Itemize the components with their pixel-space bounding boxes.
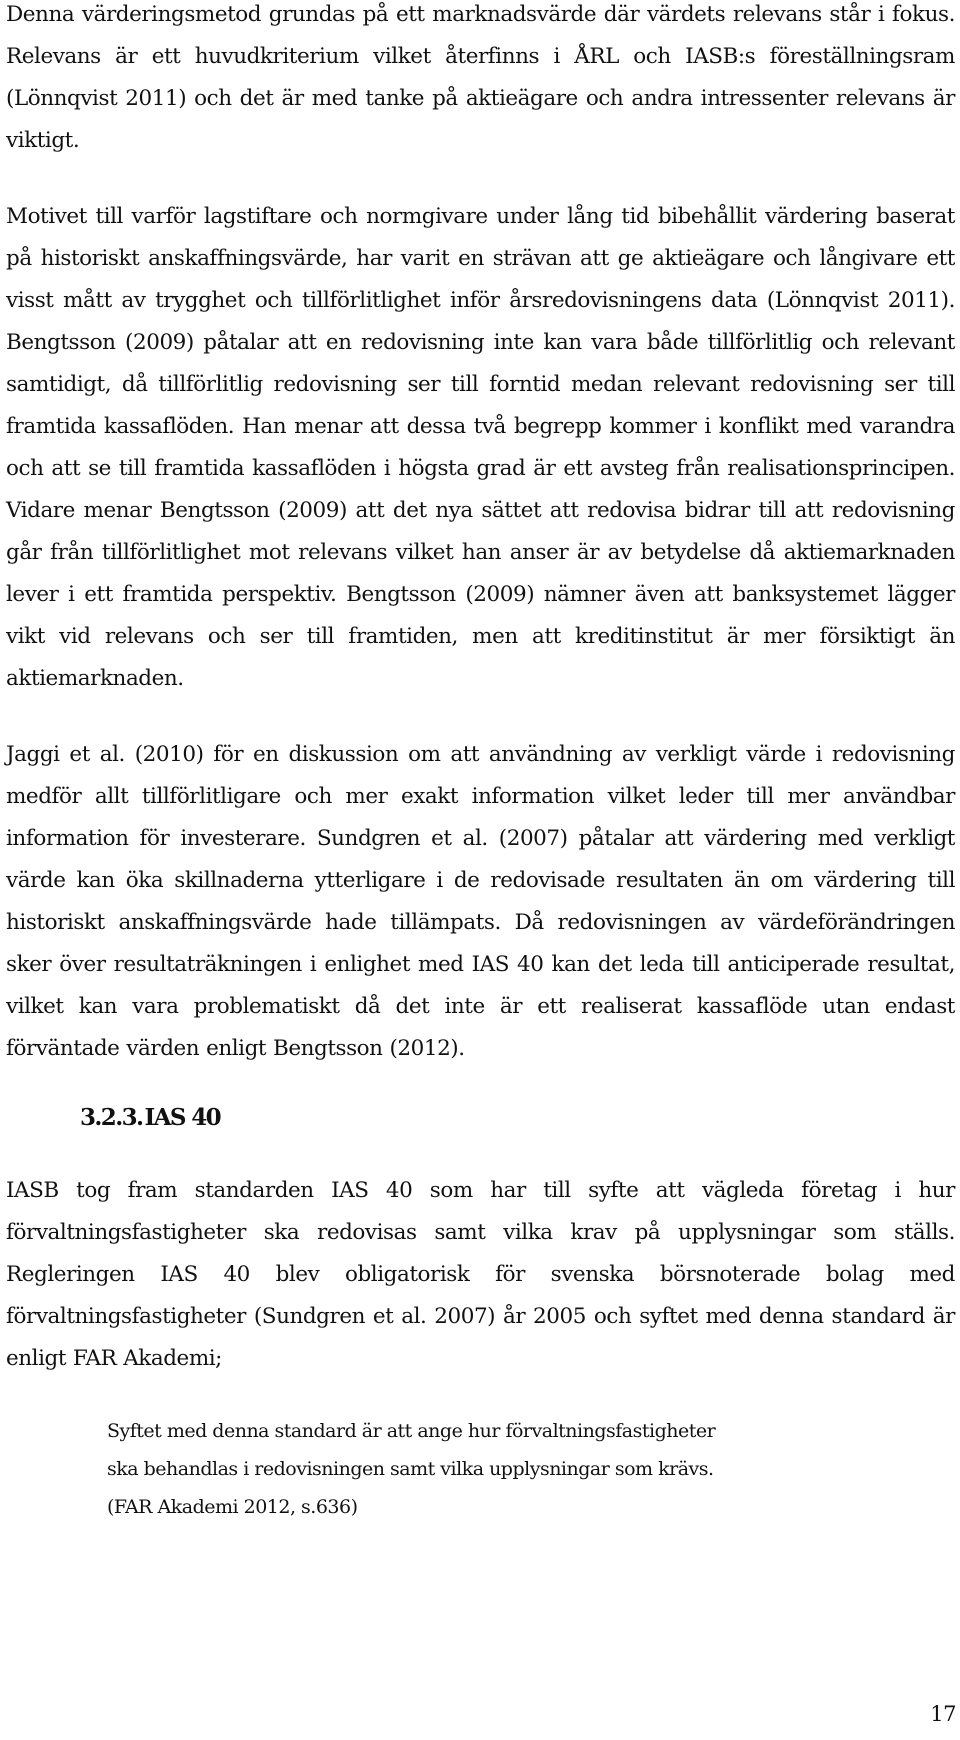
- section-number: 3.2.3.: [80, 1104, 143, 1131]
- quote-line: Syftet med denna standard är att ange hur förvaltningsfastigheter: [107, 1420, 716, 1442]
- document-page: [6, 0, 955, 1526]
- paragraph-valuation-relevance: Denna värderingsmetod grundas på ett marknadsvärde där värdets relevans står i fokus. Relevans är ett huvudkriterium vilket återfinns i ÅRL och IASB:s föreställningsram (Lönnqvist 2011) och det är med tanke på aktieägare och andra intressenter relevans är viktigt.: [6, 2, 955, 153]
- paragraph-historical-cost-motive: Motivet till varför lagstiftare och normgivare under lång tid bibehållit värdering baserat på historiskt anskaffningsvärde, har varit en strävan att ge aktieägare och långivare ett visst mått av trygghet och tillförlitlighet inför årsredovisningens data (Lönnqvist 2011). Bengtsson (2009) påtalar att en redovisning inte kan vara både tillförlitlig och relevant samtidigt, då tillförlitlig redovisning ser till forntid medan relevant redovisning ser till framtida kassaflöden. Han menar att dessa två begrepp kommer i konflikt med varandra och att se till framtida kassaflöden i högsta grad är ett avsteg från realisationsprincipen. Vidare menar Bengtsson (2009) att det nya sättet att redovisa bidrar till att redovisning går från tillförlitlighet mot relevans vilket han anser är av betydelse då aktiemarknaden lever i ett framtida perspektiv. Bengtsson (2009) nämner även att banksystemet lägger vikt vid relevans och ser till framtiden, men att kreditinstitut är mer försiktigt än aktiemarknaden.: [6, 204, 955, 691]
- quote-line: ska behandlas i redovisningen samt vilka upplysningar som krävs.: [107, 1458, 714, 1480]
- paragraph-ias40-intro: IASB tog fram standarden IAS 40 som har till syfte att vägleda företag i hur förvaltningsfastigheter ska redovisas samt vilka krav på upplysningar som ställs. Regleringen IAS 40 blev obligatorisk för svenska börsnoterade bolag med förvaltningsfastigheter (Sundgren et al. 2007) år 2005 och syftet med denna standard är enligt FAR Akademi;: [6, 1178, 955, 1371]
- paragraph-fair-value-discussion: Jaggi et al. (2010) för en diskussion om att användning av verkligt värde i redovisning medför allt tillförlitligare och mer exakt information vilket leder till mer användbar information för investerare. Sundgren et al. (2007) påtalar att värdering med verkligt värde kan öka skillnaderna ytterligare i de redovisade resultaten än om värdering till historiskt anskaffningsvärde hade tillämpats. Då redovisningen av värdeförändringen sker över resultaträkningen i enlighet med IAS 40 kan det leda till anticiperade resultat, vilket kan vara problematiskt då det inte är ett realiserat kassaflöde utan endast förväntade värden enligt Bengtsson (2012).: [6, 742, 955, 1061]
- page-number: 17: [930, 1702, 956, 1726]
- section-title: IAS 40: [144, 1104, 221, 1131]
- section-heading: [80, 1098, 955, 1138]
- block-quote: [107, 1412, 877, 1526]
- quote-citation: (FAR Akademi 2012, s.636): [107, 1496, 358, 1518]
